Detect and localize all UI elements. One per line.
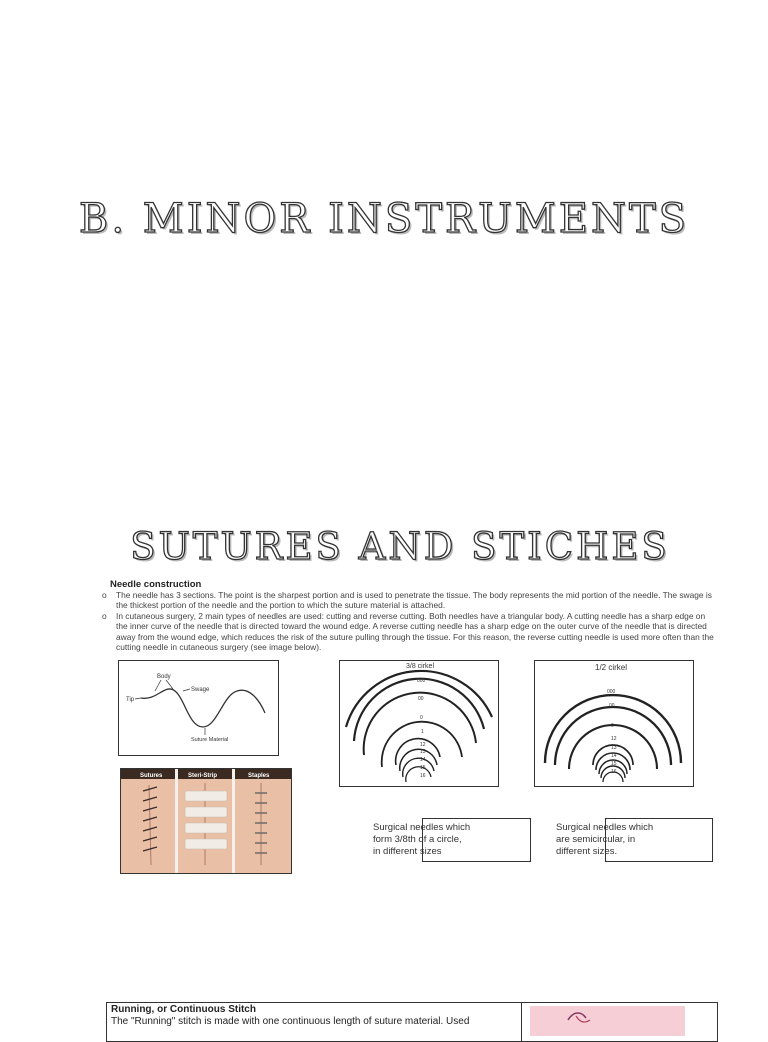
bullet-text: The needle has 3 sections. The point is the sharpest portion and is used to penetrate the tissue. The body represents the mid portion of the needle. The swage is the thickest portion of the needle and the portion to which the suture material is attached. <box>116 590 712 611</box>
size-label: 000 <box>607 689 616 695</box>
caption-line: are semicircular, in <box>556 834 636 845</box>
staples-label: Staples <box>248 773 270 779</box>
table-divider <box>521 1003 522 1041</box>
size-label: 16 <box>420 773 426 779</box>
running-stitch-text: The "Running" stitch is made with one continuous length of suture material. Used <box>111 1016 470 1027</box>
needle-chart-3-8-circle <box>339 660 499 787</box>
swage-arrow <box>183 689 190 691</box>
needle-construction-heading: Needle construction <box>110 579 202 590</box>
list-item <box>102 590 714 611</box>
caption-line: different sizes. <box>556 846 618 857</box>
caption-line: Surgical needles which <box>373 822 471 833</box>
size-label: 12 <box>420 742 426 748</box>
wound-closure-svg <box>121 769 291 873</box>
bullet-text: In cutaneous surgery, 2 main types of needles are used: cutting and reverse cutting. Both needles have a triangular body. A cutting needle has a sharp edge on the inner curve of the needle that is directed toward the wound edge. A reverse cutting needle has a sharp edge on the outer curve of the needle that is directed away from the wound edge, which reduces the risk of the suture pulling through the tissue. For this reason, the reverse cutting needle is used more often than the cutting needle in cutaneous surgery (see image below). <box>116 610 714 653</box>
steri-strip-label: Steri-Strip <box>188 773 218 779</box>
section-title-sutures-and-stiches: SUTURES AND STICHES <box>130 525 670 568</box>
needle-curve <box>141 689 265 727</box>
needle-arcs-3-8 <box>346 671 492 782</box>
needle-construction-list <box>102 590 714 652</box>
size-label: 14 <box>420 757 426 763</box>
list-item <box>102 611 714 653</box>
wound-closure-photo <box>120 768 292 874</box>
tip-label: Tip <box>126 697 135 703</box>
size-label: 1 <box>421 729 424 735</box>
chart-title-1-2: 1/2 cirkel <box>595 663 628 672</box>
size-label: 14 <box>611 753 617 759</box>
suture-material-label: Suture Material <box>191 737 229 743</box>
running-stitch-illustration <box>530 1006 685 1036</box>
tip-arrow <box>135 698 141 699</box>
needle-anatomy-diagram <box>118 660 279 756</box>
caption-line: form 3/8th of a circle, <box>373 834 462 845</box>
running-stitch-heading: Running, or Continuous Stitch <box>111 1004 256 1015</box>
bullet-marker: o <box>102 610 107 621</box>
caption-3-8-circle <box>373 822 470 858</box>
size-label: 13 <box>611 745 617 751</box>
needle-anatomy-svg <box>119 661 278 755</box>
size-label: 000 <box>417 678 426 684</box>
needle-chart-3-8-svg <box>340 661 498 786</box>
needle-chart-1-2-circle <box>534 660 694 787</box>
size-label: 13 <box>420 749 426 755</box>
swage-label: Swage <box>191 687 210 693</box>
section-title-minor-instruments: B. MINOR INSTRUMENTS <box>78 196 690 242</box>
caption-1-2-circle <box>556 822 653 858</box>
running-stitch-table <box>106 1002 718 1042</box>
size-label: 00 <box>418 696 424 702</box>
sutures-label: Sutures <box>140 773 163 779</box>
caption-line: Surgical needles which <box>556 822 654 833</box>
size-label: 15 <box>611 761 617 767</box>
size-label: 00 <box>609 703 615 709</box>
running-stitch-image <box>530 1006 685 1036</box>
caption-line: in different sizes <box>373 846 442 857</box>
needle-chart-1-2-svg <box>535 661 693 786</box>
size-label: 16 <box>611 769 617 775</box>
size-label: 0 <box>611 723 614 729</box>
size-label: 12 <box>611 736 617 742</box>
size-label: 15 <box>420 765 426 771</box>
chart-title-3-8: 3/8 cirkel <box>406 663 435 670</box>
size-label: 0 <box>420 715 423 721</box>
body-label: Body <box>157 674 171 680</box>
bullet-marker: o <box>102 590 107 600</box>
